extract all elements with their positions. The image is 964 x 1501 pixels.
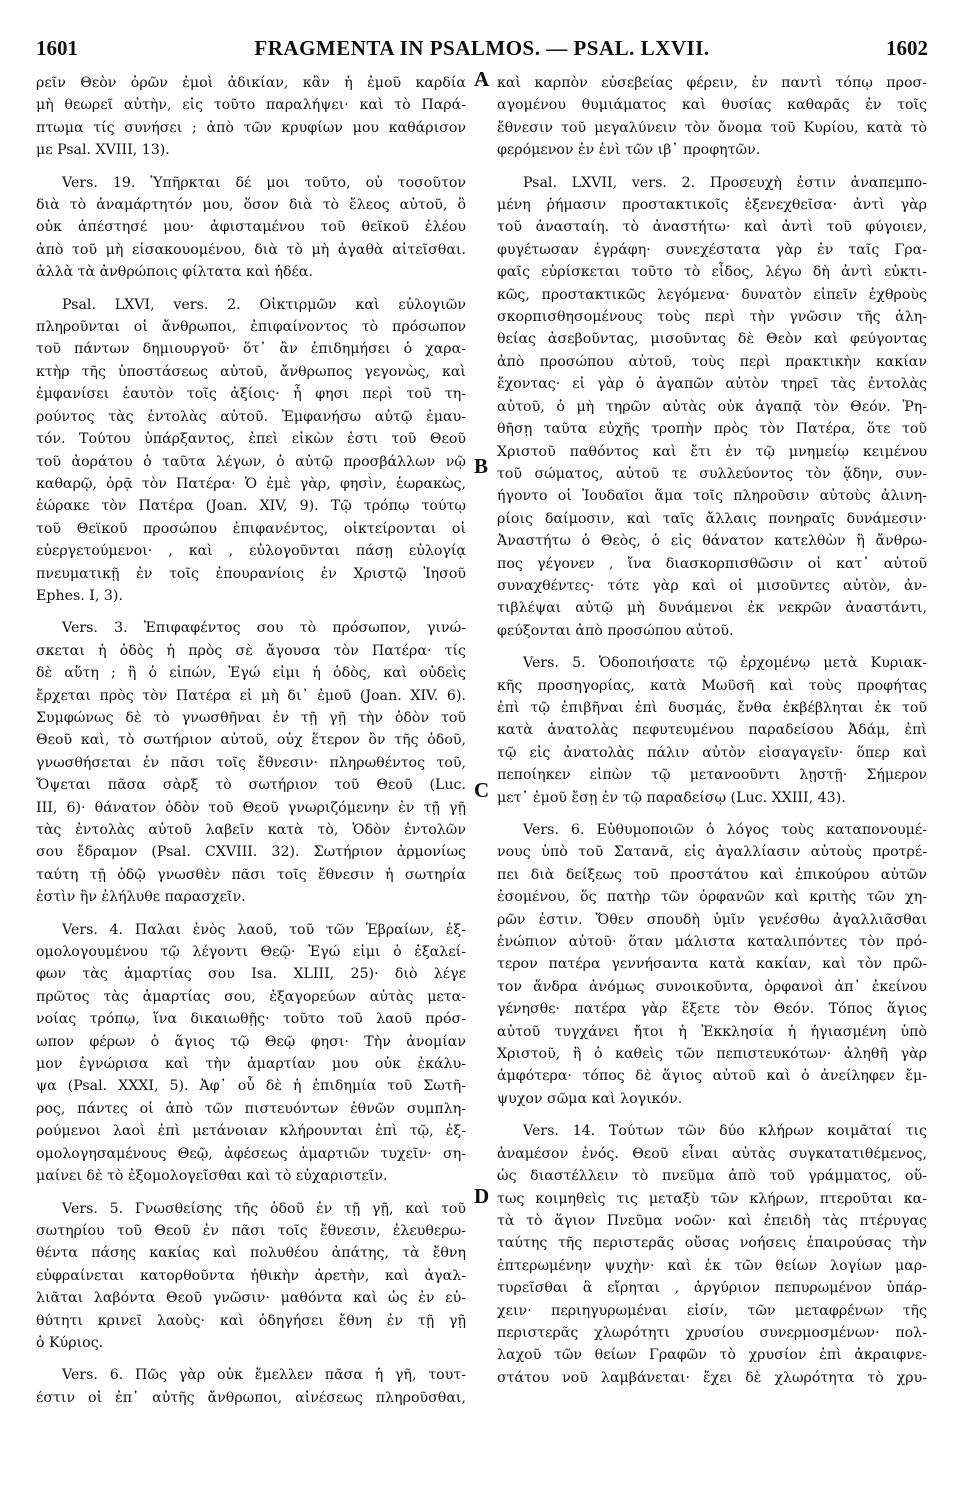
text-line: φυγέτωσαν ἐγράφη· συνεχέστατα γὰρ ἐν ταῖς Γρα- [497,241,927,258]
page-header [36,36,928,66]
paragraph-gap [36,284,466,294]
page-number-right: 1602 [886,36,928,60]
text-line: ὁ Κύριος. [36,1334,104,1351]
text-line: τῷ εἰς ἀνατολὰς πάλιν αὐτὸν εἰσαγαγεῖν· ὅπερ καὶ [497,744,927,761]
text-line: ἐνώπιον αὐτοῦ· ὅταν μάλιστα καταλιπόντες τὸν πρό- [497,934,927,951]
text-line: τοῦ ἀνασταίη. τὸ ἀναστήτω· καὶ ἀντὶ τοῦ φύγοιεν, [497,219,927,236]
text-line: ἐπὶ τῷ ἐπιβῆναι ἐπὶ δυσμάς, ἔνθα ἐκβέβληται ἐκ τοῦ [497,699,927,716]
text-line: λαχοῦ τῶν θείων Γραφῶν τὸ χρυσίον ἐπὶ ἀκραιφνε- [497,1347,927,1364]
text-line: ἀλλὰ τὰ ἀνθρώποις φίλτατα καὶ ἡδέα. [36,264,313,281]
text-line: τως κοιμηθεὶς τις μεταξὺ τῶν κλήρων, πτεροῦται κα- [497,1190,927,1207]
text-line: ἑώρακε τὸν Πατέρα (Joan. XIV, 9). Τῷ τρόπῳ τούτῳ [36,498,466,515]
text-line: ὡς διαστέλλειν τὸ πνεῦμα ἀπὸ τοῦ γράμματος, οὕ- [497,1168,927,1185]
text-line: εὐεργετούμενοι· , καὶ , εὐλογοῦνται πάσῃ εὐλογίᾳ [36,543,466,560]
text-line: χειν· περιηγυρωμέναι εἰσίν, τῶν μεταφρένων τῆς [497,1302,927,1319]
text-line: μένη ῥήμασιν προστακτικοῖς ἐξενεχθεῖσα· ἀντὶ γὰρ [497,197,927,214]
text-line: Psal. LXVII, vers. 2. Προσευχὴ ἐστιν ἀναπεμπο- [523,174,927,191]
left-column [36,72,466,1409]
text-line: Vers. 19. Ὑπῆρκται δέ μοι τοῦτο, οὐ τοσοῦτον [62,174,466,191]
text-line: μετ᾽ ἐμοῦ ἔσῃ ἐν τῷ παραδείσῳ (Luc. XXIII, 43). [497,789,846,806]
paragraph-gap [497,162,927,172]
text-line: εὐφραίνεται κατορθοῦντα ἠθικὴν ἀρετὴν, καὶ ἀγαλ- [36,1267,466,1284]
text-line: τοῦ σώματος, αὐτοῦ τε συλλεύοντος τὸν ᾅδην, συν- [497,465,927,482]
text-line: δὲ αὕτη ; ἢ ὁ εἰπών, Ἐγώ εἰμι ἡ ὁδὸς, καὶ οὐδεὶς [36,665,466,682]
text-line: ήγοντο οἱ Ἰουδαῖοι ἅμα τοῖς πληροῦσιν αὐτοὺς ἀλινη- [497,488,927,505]
margin-marker-a: A [474,67,490,91]
text-line: σου ἔδραμον (Psal. CXVIII. 32). Σωτήριον ἁρμονίως [36,844,466,861]
text-line: γένησθε· πατέρα γὰρ ἕξετε τὸν Θεόν. Τόπος ἅγιος [497,1001,927,1018]
text-line: θῆσῃ ταῦτα εὐχῆς τροπὴν πρὸς τὸν Πατέρα, ὅτε τοῦ [497,421,927,438]
text-line: τοῦ πάντων δημιουργοῦ· ὅτ᾽ ἂν ἐπιδημήσει ὁ χαρα- [36,341,466,358]
text-line: ταύτης τῆς περιστερᾶς οὔσας νοήσεις ἐπαιρούσας τὴν [497,1235,927,1252]
text-line: Psal. LXVI, vers. 2. Οἰκτιρμῶν καὶ εὐλογιῶν [62,296,466,313]
text-line: ταύτη τῇ ὁδῷ γνωσθὲν πᾶσι τοῖς ἔθνεσιν ἡ σωτηρία [36,866,466,883]
text-line: ἀμφότερα· τόπος δὲ ἅγιος αὐτοῦ καὶ ὁ ἀνείληφεν ἔμ- [497,1068,927,1085]
paragraph-gap [36,1188,466,1198]
text-line: Ἀναστήτω ὁ Θεὸς, ὁ εἰς θάνατον κατελθὼν ἢ ἄνθρω- [497,533,927,550]
text-line: συναχθέντες· τότε γὰρ καὶ οἱ μισοῦντες αὐτὸν, ἀν- [497,577,927,594]
text-line: πρῶτος τὰς ἁμαρτίας σου, ἐξαγορεύων αὐτὰς μετα- [36,988,466,1005]
text-line: Χριστοῦ παθόντος καὶ ἔτι ἐν τῷ μνημείῳ κειμένου [497,443,927,460]
text-line: τὰς ἐντολὰς αὐτοῦ λαβεῖν κατὰ τὸ, Ὁδὸν ἐντολῶν [36,822,466,838]
text-line: πος γέγονεν , ἵνα διασκορπισθῶσιν οἱ κατ᾽ αὐτοῦ [497,555,927,572]
text-line: πληροῦνται οἱ ἄνθρωποι, ἐπιφαίνοντος τὸ πρόσωπον [36,319,466,336]
text-line: μον ἐγνώρισα καὶ τὴν ἁμαρτίαν μου οὐκ ἐκάλυ- [36,1056,466,1073]
text-line: κῶς, προστακτικῶς λεγόμενα· δυνατὸν εἰπεῖν ἐχθροὺς [497,286,927,303]
text-line: καθαρῷ, ὁρᾷ τὸν Πατέρα· Ὁ ἐμὲ γὰρ, φησὶν, ἑωρακὼς, [36,475,466,492]
paragraph-gap [36,1354,466,1364]
text-line: αὐτοῦ, ὁ μὴ τηρῶν αὐτὰς οὐκ ἀγαπᾷ τὸν Θεόν. Ῥη- [497,398,927,415]
text-line: θείας ἀσεβοῦντας, μισοῦντας δὲ Θεὸν καὶ φεύγοντας [497,331,927,348]
text-line: φερόμενον ἐν ἑνὶ τῶν ιβ᾽ προφητῶν. [497,142,761,159]
text-line: ψυχον σῶμα καὶ λογικόν. [497,1090,683,1107]
text-line: λιᾶται λαβόντα Θεοῦ γνῶσιν· μαθόντα καὶ ὡς ἐν εὐ- [36,1290,466,1307]
text-line: με Psal. XVIII, 13). [36,142,170,159]
text-line: τιβλέψαι αὐτῷ μὴ δυνάμενοι ἐκ νεκρῶν ἀναστάντι, [497,600,927,617]
text-line: τερον πατέρα γεννήσαντα κατὰ κακίαν, καὶ τὸν πρῶ- [497,956,927,973]
text-line: ἀναμέσον ἐνός. Θεοῦ εἶναι αὐτὰς συγκατατιθέμενος, [497,1145,927,1162]
text-line: ρῶν ἐστιν. Ὅθεν σπουδὴ ὑμῖν γενέσθω ἀγαλλιᾶσθαι [497,911,927,928]
text-line: ἔρχεται πρὸς τὸν Πατέρα εἰ μὴ δι᾽ ἐμοῦ (Joan. XIV. 6). [36,687,466,704]
text-line: ἐστὶν ἣν ἐλήλυθε παρασχεῖν. [36,889,246,906]
text-line: θύτητι κρινεῖ λαοὺς· καὶ ὁδηγήσει ἔθνη ἐν τῇ γῇ [36,1312,466,1329]
text-line: κτὴρ τῆς ὑποστάσεως αὐτοῦ, ἄνθρωπος γεγονὼς, καὶ [36,363,466,380]
text-line: τοῦ Θεϊκοῦ προσώπου ἐπιφανέντος, οἰκτείρονται οἱ [36,520,466,537]
text-line: σκεται ἡ ὁδὸς ἡ πρὸς σὲ ἄγουσα τὸν Πατέρα· τίς [36,642,466,659]
text-line: τυρεῖσθαι ἃ εἴρηται , ἀργύριον πεπυρωμένον ὑπάρ- [497,1280,927,1297]
text-line: οὐκ ἀπέστησέ μου· ἀφισταμένου τοῦ θεϊκοῦ ἐλέου [36,219,466,236]
margin-marker-c: C [474,778,490,802]
text-line: ρος, πάντες οἱ ἀπὸ τῶν πιστευόντων ἐθνῶν συμπλη- [36,1100,466,1117]
right-column [497,72,927,1389]
margin-marker-b: B [474,454,489,478]
text-line: Vers. 14. Τούτων τῶν δύο κλήρων κοιμᾶταί τις [523,1123,927,1140]
text-line: φαῖς εὑρίσκεται τοῦτο τὸ εἶδος, λέγω δὴ ἀντὶ εὐκτι- [497,264,927,281]
text-line: κατὰ ἀνατολὰς πεφυτευμένου παραδείσου Ἀδάμ, ἐπὶ [497,722,927,739]
paragraph-gap [497,1110,927,1120]
text-line: θέντα πάσης κακίας καὶ πολυθέου ἀπάτης, τὰ ἔθνη [36,1245,466,1262]
text-line: Vers. 3. Ἐπιφαφέντος σου τὸ πρόσωπον, γινώ- [62,620,466,637]
text-line: Χριστοῦ, ἢ ὁ καθεὶς τῶν πεπιστευκότων· ἀληθῆ γὰρ [497,1046,927,1063]
text-line: κῆς προσηγορίας, κατὰ Μωϋσῆ καὶ τοὺς προφήτας [497,677,927,694]
text-line: αὐτοῦ τυγχάνει ἤτοι ἡ Ἐκκλησία ἡ ἡγιασμένη ὑπὸ [497,1023,927,1040]
text-line: τόν. Τούτου ὑπάρξαντος, ἐπεὶ εἰκὼν ἐστι τοῦ Θεοῦ [36,431,466,448]
text-line: περιστερᾶς χλωρότητι χρυσίου συνερμοσμένων· πολ- [497,1324,927,1341]
text-line: σωτηρίου τοῦ Θεοῦ ἐν πᾶσι τοῖς ἔθνεσιν, ἐλευθερω- [36,1222,466,1239]
text-line: φων τὰς ἁμαρτίας σου Isa. XLIII, 25)· διὸ λέγε [36,966,466,983]
text-line: τον ἄνδρα ἀνόμως συνοικοῦντα, ὀρφανοὶ ἀπ᾽ ἐκείνου [497,978,927,995]
text-line: ομολογησαμένους Θεῷ, ἀφέσεως ἁμαρτιῶν τυχεῖν· ση- [36,1145,466,1162]
text-line: νοίας τρόπῳ, ἵνα δικαιωθῇς· τοῦτο τοῦ λαοῦ πρόσ- [36,1011,466,1028]
text-line: μὴ θεωρεῖ αὐτὴν, εἰς τοῦτο παραλήψει· καὶ τὸ Παρά- [36,97,466,114]
text-line: ρίοις δαίμοσιν, καὶ ταῖς ἄλλαις πονηραῖς δυνάμεσιν· [497,510,927,527]
text-line: διὰ τὸ ἀναμάρτητόν μου, ὅσον διὰ τὸ ἔλεος αὐτοῦ, ὃ [36,197,466,214]
text-line: τοῦ ἀοράτου ὁ ταῦτα λέγων, ὁ αὐτῷ προσβάλλων νῷ [36,453,466,470]
text-line: φεύξονται ἀπὸ προσώπου αὐτοῦ. [497,622,734,639]
text-line: Συμφώνως δὲ τὸ γνωσθῆναι ἐν τῇ γῇ τὴν ὁδὸν τοῦ [36,709,466,726]
text-line: ἀπὸ προσώπου αὐτοῦ, τοὺς περὶ πρακτικὴν κακίαν [497,353,927,370]
text-line: ἐπτερωμένην ψυχὴν· καὶ ἐκ τῶν θείων λογίων μαρ- [497,1257,927,1274]
text-line: ἐσομένου, ὅς πατὴρ τῶν ὀρφανῶν καὶ κριτὴς τῶν χη- [497,889,927,906]
text-line: ἀπὸ τοῦ μὴ εἰσακουομένου, διὰ τὸ μὴ ἀγαθὰ αἰτεῖσθαι. [36,241,466,258]
text-line: Vers. 5. Γνωσθείσης τῆς ὁδοῦ ἐν τῇ γῇ, καὶ τοῦ [62,1200,466,1217]
text-line: ωπον φέρων ὁ ἅγιος τῷ Θεῷ φησι· Τὴν ἀνομίαν [36,1033,466,1050]
text-line: Θεοῦ καὶ, τὸ σωτήριον αὐτοῦ, οὐχ ἕτερον ὂν τῆς ὁδοῦ, [36,732,466,749]
text-line: ρεῖν Θεὸν ὀρῶν ἐμοὶ ἀδικίαν, κἂν ἡ ἐμοῦ καρδία [36,75,466,91]
text-line: Vers. 4. Παλαι ἑνὸς λαοῦ, τοῦ τῶν Ἑβραίων, ἐξ- [62,921,466,938]
text-line: Ὄψεται πᾶσα σὰρξ τὸ σωτήριον τοῦ Θεοῦ (Luc. [36,777,466,794]
text-line: III, 6)· θάνατον ὁδὸν τοῦ Θεοῦ γνωριζόμενην ἐν τῇ γῇ [36,799,466,816]
text-line: καὶ καρπὸν εὐσεβείας φέρειν, ἐν παντὶ τόπῳ προσ- [497,75,927,91]
text-line: ἔθνεσιν τοῦ μεγαλύνειν τὸν ὄνομα τοῦ Κυρίου, κατὰ τὸ [497,119,927,136]
text-line: ρούμενοι λαοὶ ἐπὶ μετάνοιαν κλήρουνται ἐπὶ τῷ, ἐξ- [36,1123,466,1140]
text-line: πει διὰ δείξεως τοῦ προστάτου καὶ ἐπικούρου αὐτῶν [497,866,927,883]
text-line: ρούντος τὰς ἐντολὰς αὐτοῦ. Ἐμφανήσω αὐτῷ ἐμαυ- [36,408,466,425]
text-line: αγομένου θυμιάματος καὶ θυσίας καθαρᾶς ἐν τοῖς [497,97,927,114]
paragraph-gap [36,909,466,919]
text-line: Vers. 5. Ὁδοποιήσατε τῷ ἐρχομένῳ μετὰ Κυριακ- [523,655,927,672]
text-line: πτωμα τίς συνήσει ; ἀπὸ τῶν κρυφίων μου καθάρισον [36,119,466,136]
paragraph-gap [497,642,927,652]
text-line: νους ὑπὸ τοῦ Σατανᾶ, εἰς ἀγαλλίασιν αὐτοὺς προτρέ- [497,844,927,861]
text-line: ἔχοντας· εἰ γὰρ ὁ ἀγαπῶν αὐτὸν τηρεῖ τὰς ἐντολὰς [497,376,927,393]
text-line: μαίνει δὲ τὸ ἐξομολογεῖσθαι καὶ τὸ εὐχαριστεῖν. [36,1168,388,1185]
text-line: Ephes. I, 3). [36,587,123,604]
paragraph-gap [36,162,466,172]
text-line: πνευματικῇ ἐν τοῖς ἐπουρανίοις ἐν Χριστῷ Ἰησοῦ [36,565,466,582]
text-line: ψα (Psal. XXXI, 5). Ἀφ᾽ οὗ δὲ ἡ ἐπιδημία τοῦ Σωτῆ- [36,1078,466,1095]
margin-marker-d: D [474,1184,490,1208]
text-line: σκορπισθησομένους τοὺς περὶ τὴν γνῶσιν τῆς ἀλη- [497,309,927,326]
paragraph-gap [36,607,466,617]
page-number-left: 1601 [36,36,78,60]
text-line: στάτου νοῦ λαμβάνεται· ἔχει δὲ χλωρότητα τὸ χρυ- [497,1369,927,1386]
text-line: Vers. 6. Εὐθυμοποιῶν ὁ λόγος τοὺς καταπονουμέ- [523,822,927,838]
paragraph-gap [497,809,927,819]
text-line: τὰ τὸ ἅγιον Πνεῦμα νοῶν· καὶ ἐπειδὴ τὰς πτέρυγας [497,1212,927,1229]
text-line: πεποίηκεν εἰπὼν τῷ μετανοοῦντι λῃστῇ· Σήμερον [497,767,927,784]
text-line: Vers. 6. Πῶς γὰρ οὐκ ἔμελλεν πᾶσα ἡ γῆ, τουτ- [62,1367,466,1384]
text-line: ἐμφανίσει ἑαυτὸν τοῖς ἀξίοις· ἧ φησι περὶ τοῦ τη- [36,386,466,403]
text-line: έστιν οἱ ἐπ᾽ αὐτῆς ἄνθρωποι, αἰνέσεως πληροῦσθαι, [36,1389,466,1406]
text-line: ομολογουμένου τῷ λέγοντι Θεῷ· Ἐγώ εἰμι ὁ ἐξαλεί- [36,944,466,961]
text-line: γνωσθήσεται ἐν πᾶσι τοῖς ἔθνεσιν· πληρωθέντος τοῦ, [36,754,466,771]
running-title: FRAGMENTA IN PSALMOS. — PSAL. LXVII. [254,36,710,60]
